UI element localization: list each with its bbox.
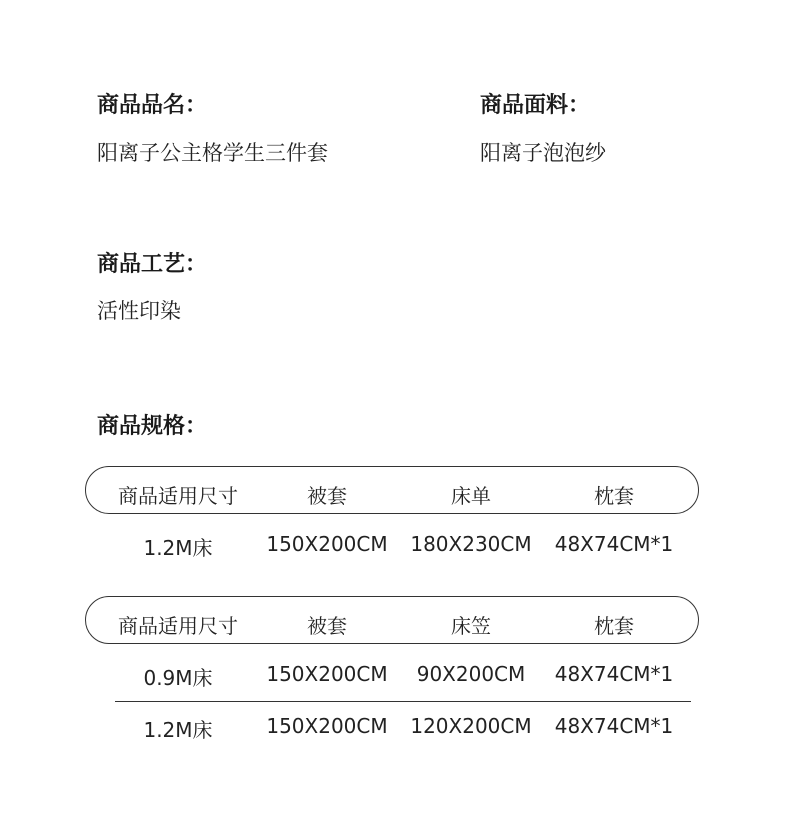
header-cell-duvet: 被套	[307, 484, 347, 508]
row-divider	[115, 701, 691, 702]
header-cell-duvet: 被套	[307, 614, 347, 638]
cell-sheet: 180X230CM	[410, 532, 532, 556]
header-cell-pillow: 枕套	[594, 614, 634, 638]
spec-label: 商品规格：	[97, 414, 208, 439]
cell-pillow: 48X74CM*1	[554, 662, 674, 686]
cell-fitted-sheet: 120X200CM	[410, 714, 532, 738]
header-cell-size: 商品适用尺寸	[118, 614, 238, 638]
cell-duvet: 150X200CM	[266, 532, 388, 556]
cell-duvet: 150X200CM	[266, 714, 388, 738]
cell-fitted-sheet: 90X200CM	[416, 662, 526, 686]
craft-value: 活性印染	[97, 299, 181, 323]
fabric-label: 商品面料：	[480, 93, 591, 118]
cell-duvet: 150X200CM	[266, 662, 388, 686]
cell-size: 1.2M床	[143, 718, 213, 742]
fabric-value: 阳离子泡泡纱	[480, 141, 606, 165]
product-name-label: 商品品名：	[97, 93, 208, 118]
cell-pillow: 48X74CM*1	[554, 714, 674, 738]
product-name-value: 阳离子公主格学生三件套	[97, 141, 328, 165]
cell-size: 1.2M床	[143, 536, 213, 560]
cell-pillow: 48X74CM*1	[554, 532, 674, 556]
cell-size: 0.9M床	[143, 666, 213, 690]
craft-label: 商品工艺：	[97, 252, 208, 277]
header-cell-fitted-sheet: 床笠	[451, 614, 491, 638]
header-cell-sheet: 床单	[451, 484, 491, 508]
header-cell-size: 商品适用尺寸	[118, 484, 238, 508]
header-cell-pillow: 枕套	[594, 484, 634, 508]
